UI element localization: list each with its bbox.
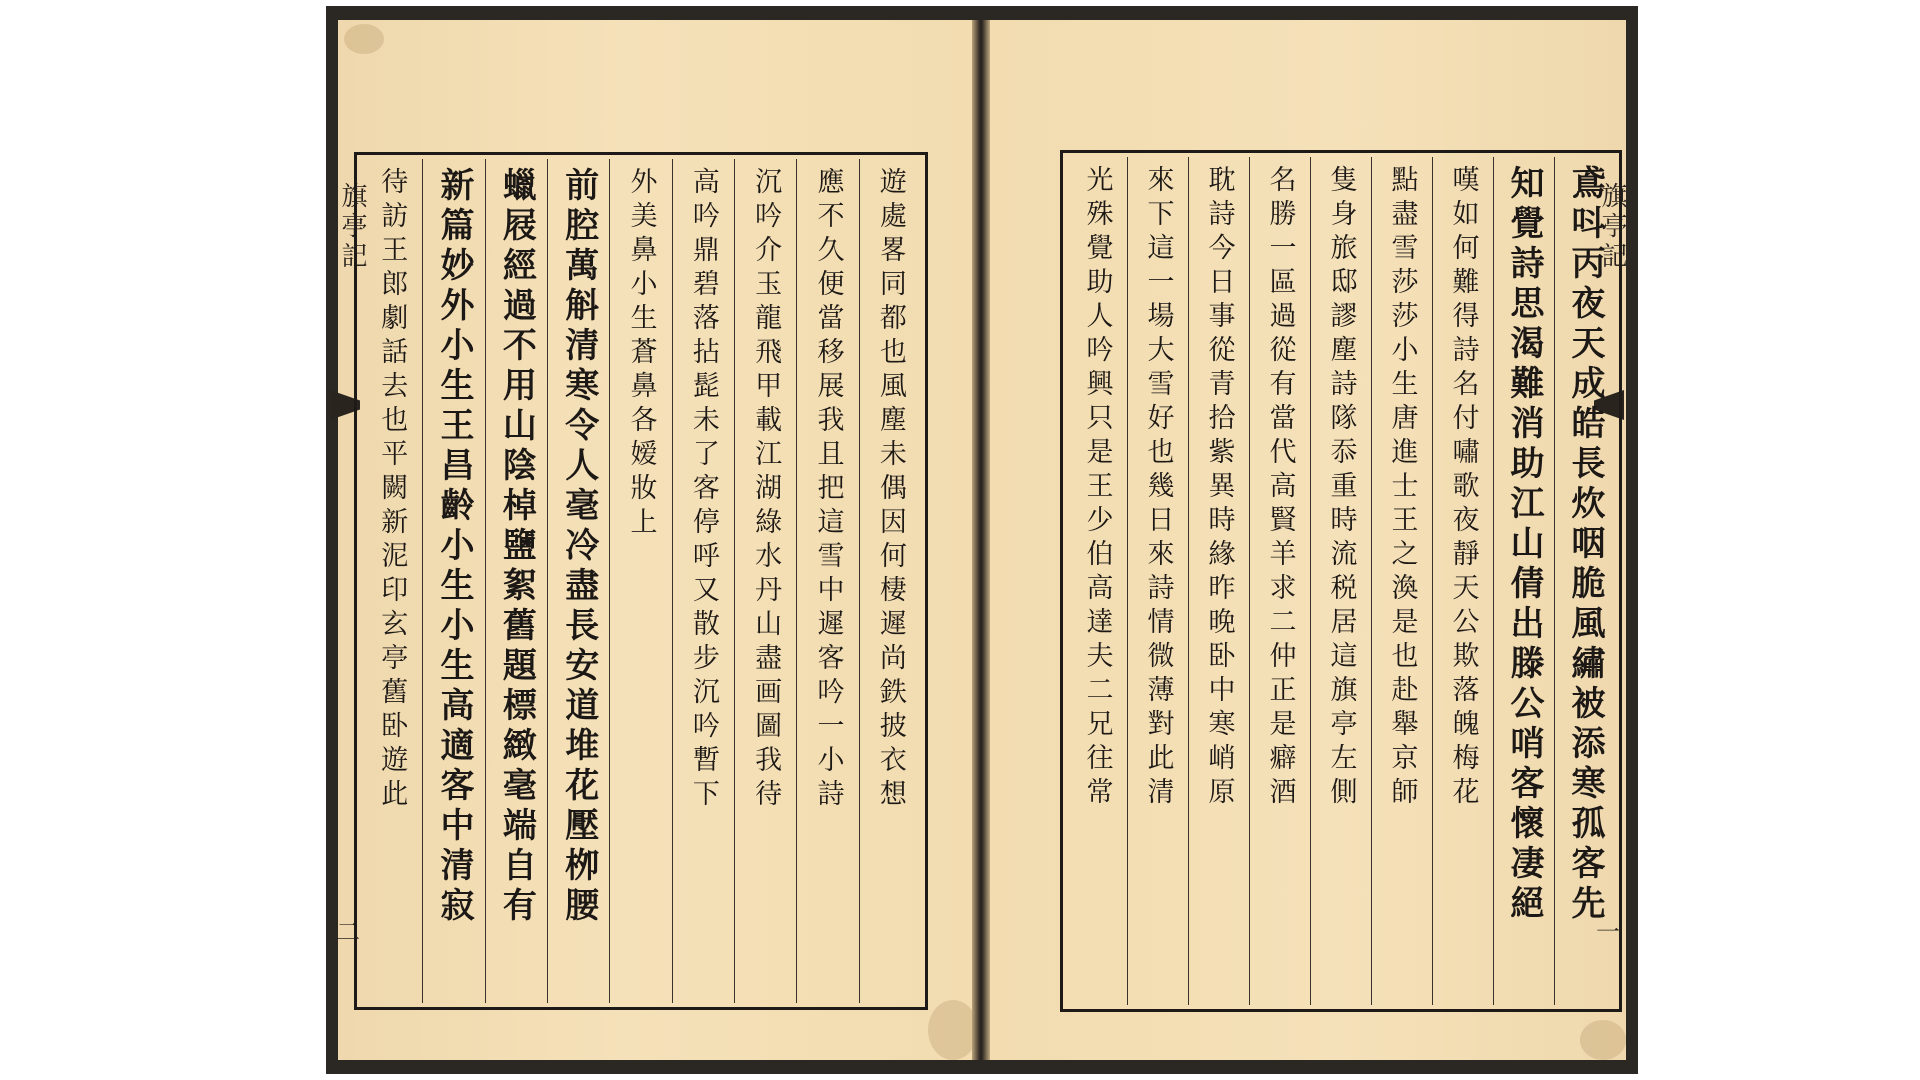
left-page — [338, 20, 972, 1060]
text-column — [1310, 157, 1371, 1005]
left-columns — [361, 159, 921, 1003]
book-gutter — [972, 20, 990, 1060]
banxin-title: 旗亭記 — [1597, 182, 1627, 272]
column-text: 名勝一區過從有當代高賢羊求二仲正是癖酒 — [1264, 165, 1296, 811]
book-spread — [326, 6, 1638, 1074]
text-column — [1249, 157, 1310, 1005]
column-text: 遊處畧同都也風塵未偶因何棲遲尚鉄披衣想 — [874, 167, 906, 813]
right-page — [990, 20, 1626, 1060]
column-text: 高吟鼎碧落拈髭未了客停呼又散步沉吟暫下 — [687, 167, 719, 813]
text-column — [1188, 157, 1249, 1005]
page-number: 一 — [1596, 918, 1620, 946]
text-column — [1493, 157, 1554, 1005]
text-column — [1554, 157, 1615, 1005]
text-column — [422, 159, 484, 1003]
text-column — [485, 159, 547, 1003]
column-text: 外美鼻小生蒼鼻各嫒妝上 — [625, 167, 657, 541]
column-text: 點盡雪莎莎小生唐進士王之渙是也赴舉京師 — [1386, 165, 1418, 811]
column-text: 嘆如何難得詩名付嘯歌夜靜天公欺落魄梅花 — [1447, 165, 1479, 811]
text-column — [1432, 157, 1493, 1005]
right-text-frame — [1060, 150, 1622, 1012]
text-column — [1371, 157, 1432, 1005]
column-text: 待訪王郎劇話去也平闕新泥印玄亭舊卧遊此 — [376, 167, 408, 813]
column-text: 來下這一場大雪好也幾日來詩情微薄對此清 — [1142, 165, 1174, 811]
text-column — [734, 159, 796, 1003]
column-text: 沉吟介玉龍飛甲載江湖綠水丹山盡画圖我待 — [750, 167, 782, 813]
column-text: 光殊覺助人吟興只是王少伯高達夫二兄往常 — [1081, 165, 1113, 811]
column-text: 應不久便當移展我且把這雪中遲客吟一小詩 — [812, 167, 844, 813]
text-column — [361, 159, 422, 1003]
column-text: 前腔萬斛清寒令人毫冷盡長安道堆花壓栁腰 — [558, 167, 599, 927]
column-text: 知覺詩思渴難消助江山倩出滕公哨客懷凄絕 — [1504, 165, 1544, 925]
text-column — [1127, 157, 1188, 1005]
text-column — [672, 159, 734, 1003]
text-column — [796, 159, 858, 1003]
page-number: 二 — [336, 918, 360, 946]
column-text: 新篇妙外小生王昌齡小生小生高適客中清寂 — [434, 167, 475, 927]
banxin-title: 旗亭記 — [337, 182, 367, 272]
column-text: 隻身旅邸謬塵詩隊忝重時流税居這旗亭左側 — [1325, 165, 1357, 811]
column-text: 蠟屐經過不用山陰棹鹽絮舊題標緻毫端自有 — [496, 167, 537, 927]
text-column — [547, 159, 609, 1003]
column-text: 耽詩今日事從青拾紫異時緣昨晚卧中寒峭原 — [1203, 165, 1235, 811]
right-columns — [1067, 157, 1615, 1005]
text-column — [609, 159, 671, 1003]
left-text-frame — [354, 152, 928, 1010]
column-text: 鳶呌丙夜天成皓長炊咽脆風繡被添寒孤客先 — [1565, 165, 1605, 925]
text-column — [1067, 157, 1127, 1005]
text-column — [859, 159, 921, 1003]
